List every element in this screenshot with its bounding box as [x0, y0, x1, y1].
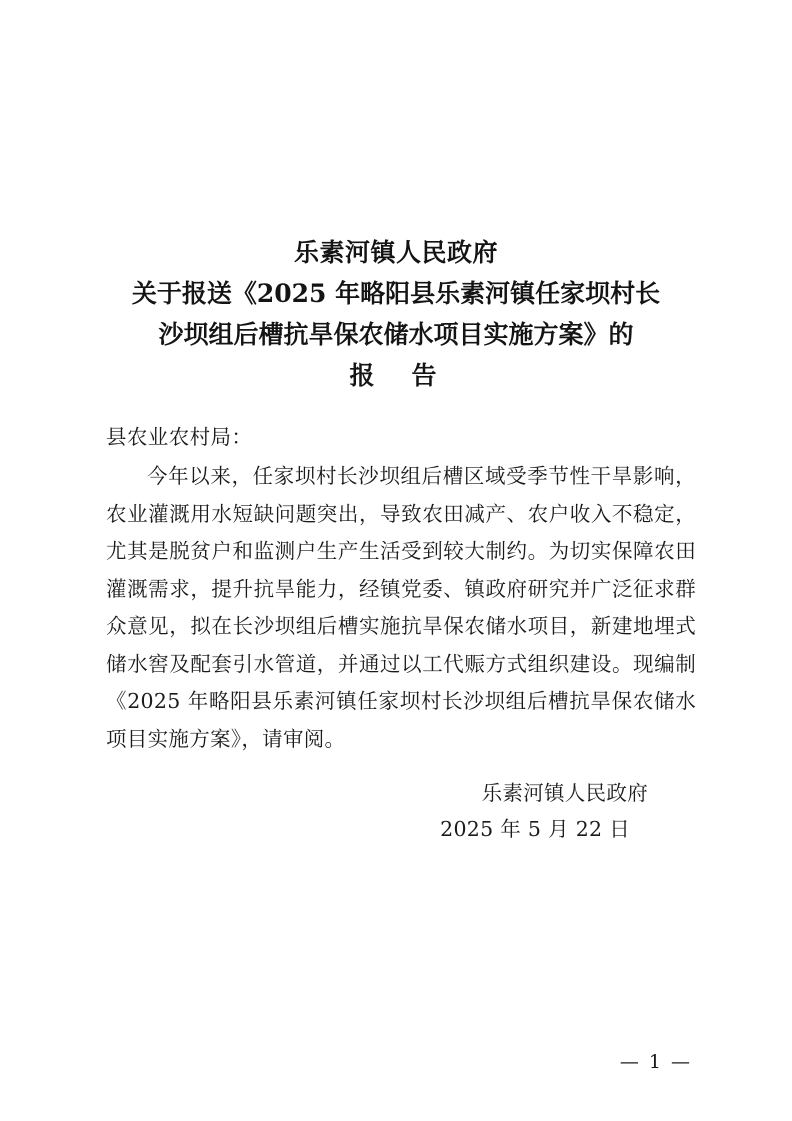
recipient-line: 县农业农村局： — [106, 425, 253, 449]
title-line-1: 乐素河镇人民政府 — [293, 238, 498, 267]
title-line-3: 沙坝组后槽抗旱保农储水项目实施方案》的 — [158, 320, 634, 349]
body-paragraph: 今年以来，任家坝村长沙坝组后槽区域受季节性干旱影响，农业灌溉用水短缺问题突出，导致农田减产、农户收入不稳定，尤其是脱贫户和监测户生产生活受到较大制约。为切实保障农田灌溉需求，提升抗旱能力，经镇党委、镇政府研究并广泛征求群众意见，拟在长沙坝组后槽实施抗旱保农储水项目，新建地埋式储水窖及配套引水管道，并通过以工代赈方式组织建设。现编制《2025 年略阳县乐素河镇任家坝村长沙坝组后槽抗旱保农储水项目实施方案》，请审阅。 — [106, 464, 696, 751]
signature-date: 2025 年 5 月 22 日 — [440, 817, 630, 841]
signature-block — [0, 775, 692, 847]
page-title — [96, 232, 696, 396]
title-line-4: 报 告 — [349, 361, 443, 390]
page-number: — 1 — — [619, 1051, 692, 1073]
body-text — [106, 458, 696, 758]
signature-organization: 乐素河镇人民政府 — [481, 781, 648, 805]
title-line-2: 关于报送《2025 年略阳县乐素河镇任家坝村长 — [131, 279, 661, 308]
